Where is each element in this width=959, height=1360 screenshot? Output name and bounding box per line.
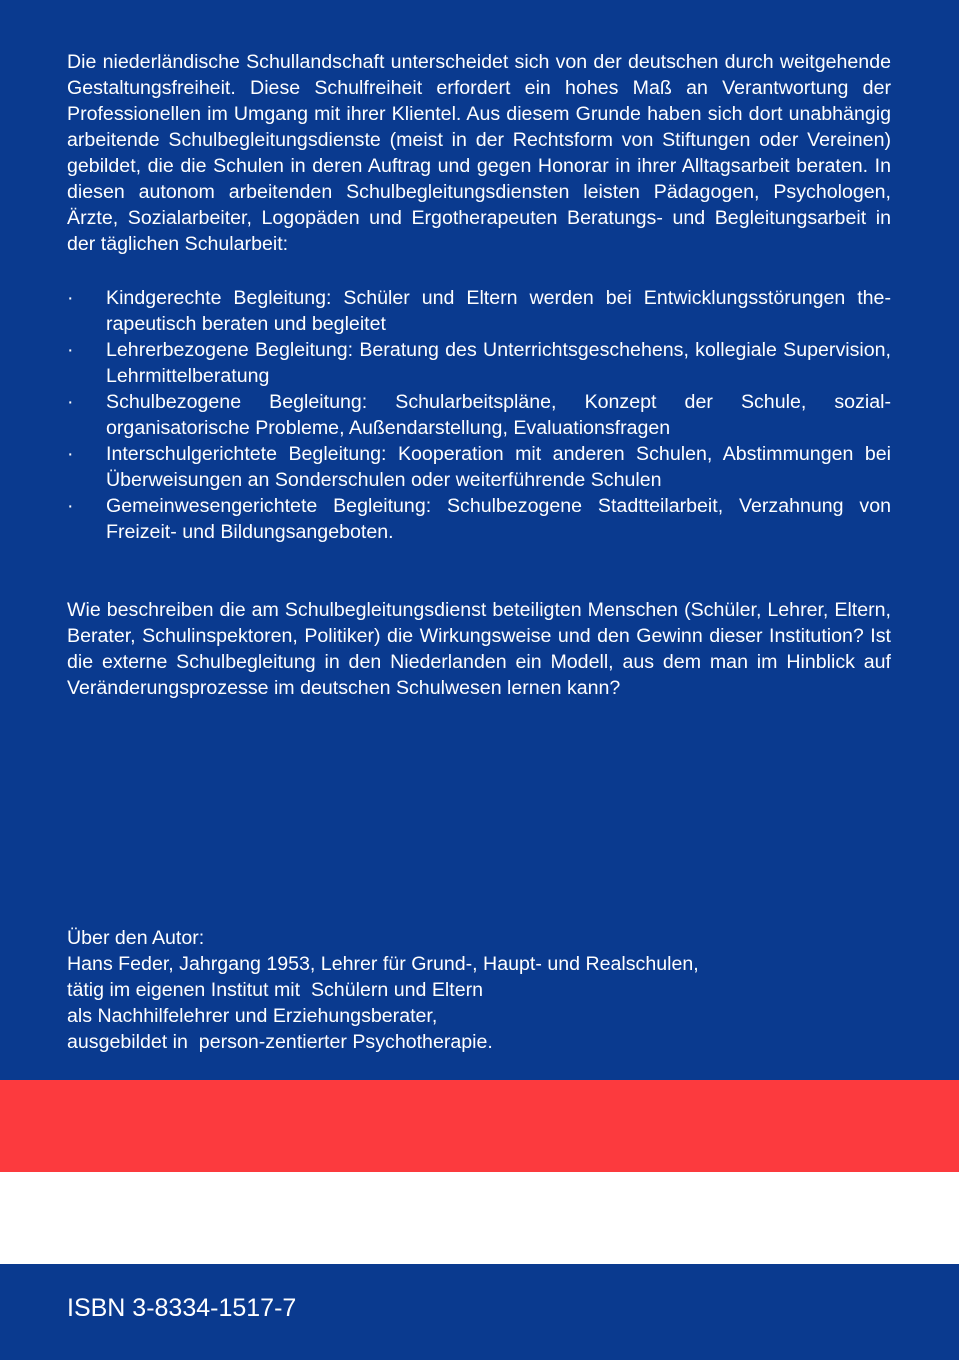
list-item-text: Schulbezogene Begleitung: Schularbeitspläne, Konzept der Schule, sozial-organisatorische Probleme, Außendarstellung, Evaluationsfragen — [106, 391, 891, 439]
question-paragraph: Wie beschreiben die am Schulbegleitungsdienst beteiligten Menschen (Schüler, Lehrer, Eltern, Berater, Schulinspektoren, Politiker) die Wirkungsweise und den Gewinn dieser Institution? Ist die externe Schulbegleitung in den Niederlanden ein Modell, aus dem man im Hinblick auf Veränderungsprozesse im deutschen Schulwesen lernen kann? — [67, 599, 891, 699]
list-item-text: Kindgerechte Begleitung: Schüler und Eltern werden bei Entwicklungsstörungen therapeutisch beraten und begleitet — [106, 287, 891, 335]
list-item — [67, 441, 891, 493]
author-line: ausgebildet in person-zentierter Psychotherapie. — [67, 1031, 493, 1053]
author-heading: Über den Autor: — [67, 927, 205, 949]
list-item-text: Lehrerbezogene Begleitung: Beratung des Unterrichtsgeschehens, kollegiale Supervision, Lehrmittelberatung — [106, 339, 891, 387]
flag-stripe-red — [0, 1080, 959, 1172]
list-item — [67, 389, 891, 441]
bullet-marker: · — [67, 339, 74, 361]
bullet-marker: · — [67, 495, 74, 517]
list-item — [67, 285, 891, 337]
bullet-marker: · — [67, 391, 74, 413]
intro-paragraph: Die niederländische Schullandschaft unterscheidet sich von der deutschen durch weitgehende Gestaltungsfreiheit. Diese Schulfreiheit erfordert ein hohes Maß an Verantwortung der Professionellen im Umgang mit ihrer Klientel. Aus diesem Grunde haben sich dort unabhängig arbeitende Schulbegleitungsdienste (meist in der Rechtsform von Stiftungen oder Vereinen) gebildet, die die Schulen in deren Auftrag und gegen Honorar in ihrer Alltagsarbeit beraten. In diesen autonom arbeitenden Schulbegleitungsdiensten leisten Pädagogen, Psychologen, Ärzte, Sozialarbeiter, Logopäden und Ergotherapeuten Beratungs- und Begleitungsarbeit in der täglichen Schularbeit: — [67, 51, 891, 255]
bullet-marker: · — [67, 443, 74, 465]
bullet-list — [67, 285, 891, 545]
list-item-text: Interschulgerichtete Begleitung: Kooperation mit anderen Schulen, Abstimmungen bei Überweisungen an Sonderschulen oder weiterführende Schulen — [106, 443, 891, 491]
list-item-text: Gemeinwesengerichtete Begleitung: Schulbezogene Stadtteilarbeit, Verzahnung von Freizeit- und Bildungsangeboten. — [106, 495, 891, 543]
list-item — [67, 493, 891, 545]
author-line: als Nachhilfelehrer und Erziehungsberater, — [67, 1005, 438, 1027]
author-line: Hans Feder, Jahrgang 1953, Lehrer für Grund-, Haupt- und Realschulen, — [67, 953, 699, 975]
author-section — [67, 925, 891, 1055]
bullet-marker: · — [67, 287, 74, 309]
flag-stripe-white — [0, 1172, 959, 1264]
isbn-number: ISBN 3-8334-1517-7 — [67, 1294, 297, 1322]
list-item — [67, 337, 891, 389]
author-line: tätig im eigenen Institut mit Schülern und Eltern — [67, 979, 484, 1001]
